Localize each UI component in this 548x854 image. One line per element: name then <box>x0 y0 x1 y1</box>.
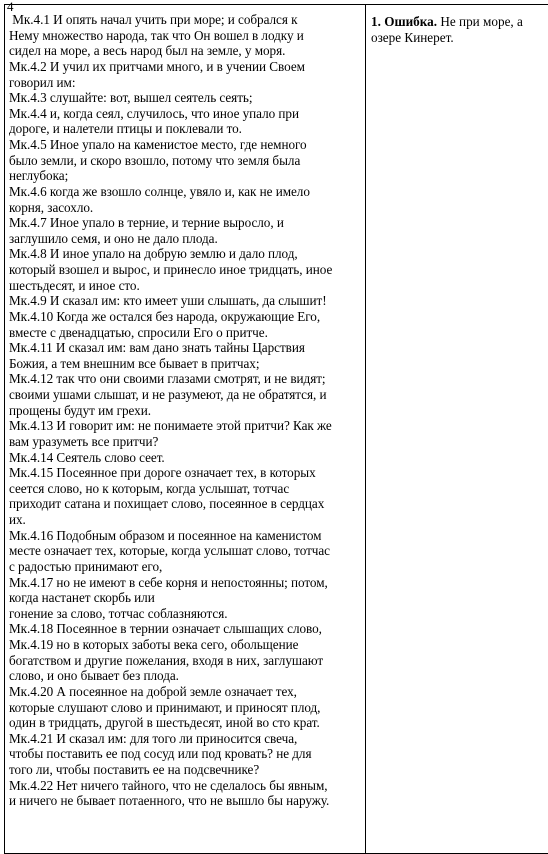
text-line: Мк.4.21 И сказал им: для того ли приносится свеча, <box>9 731 365 747</box>
text-line: который взошел и вырос, и принесло иное тридцать, иное <box>9 262 365 278</box>
text-line: Нему множество народа, так что Он вошел в лодку и <box>9 28 365 44</box>
text-line: Мк.4.9 И сказал им: кто имеет уши слышать, да слышит! <box>9 293 365 309</box>
text-line: прощены будут им грехи. <box>9 403 365 419</box>
text-line: того ли, чтобы поставить ее на подсвечнике? <box>9 762 365 778</box>
page-number: 4 <box>7 0 14 14</box>
text-line: Мк.4.8 И иное упало на добрую землю и дало плод, <box>9 246 365 262</box>
text-line: Мк.4.11 И сказал им: вам дано знать тайны Царствия <box>9 340 365 356</box>
comment-text: Не при море, а озере Кинерет. <box>371 14 523 45</box>
text-line: Мк.4.15 Посеянное при дороге означает тех, в которых <box>9 465 365 481</box>
text-line: сеется слово, но к которым, когда услышат, тотчас <box>9 481 365 497</box>
text-line: Мк.4.22 Нет ничего тайного, что не сделалось бы явным, <box>9 778 365 794</box>
text-line: Мк.4.13 И говорит им: не понимаете этой притчи? Как же <box>9 418 365 434</box>
text-line: богатством и другие пожелания, входя в них, заглушают <box>9 653 365 669</box>
text-line: Мк.4.18 Посеянное в тернии означает слышащих слово, <box>9 621 365 637</box>
text-line: Мк.4.17 но не имеют в себе корня и непостоянны; потом, <box>9 575 365 591</box>
text-line: Мк.4.19 но в которых заботы века сего, обольщение <box>9 637 365 653</box>
text-line: заглушило семя, и оно не дало плода. <box>9 231 365 247</box>
text-line: сидел на море, а весь народ был на земле, у моря. <box>9 43 365 59</box>
text-line: Мк.4.10 Когда же остался без народа, окружающие Его, <box>9 309 365 325</box>
comment-label: 1. Ошибка. <box>371 14 437 29</box>
text-line: Божия, а тем внешним все бывает в притчах; <box>9 356 365 372</box>
text-line: говорил им: <box>9 75 365 91</box>
text-line: вместе с двенадцатью, спросили Его о притче. <box>9 325 365 341</box>
text-line: месте означает тех, которые, когда услышат слово, тотчас <box>9 543 365 559</box>
text-line: Мк.4.2 И учил их притчами много, и в учении Своем <box>9 59 365 75</box>
text-line: их. <box>9 512 365 528</box>
text-line: Мк.4.14 Сеятель слово сеет. <box>9 450 365 466</box>
text-line: Мк.4.1 И опять начал учить при море; и собрался к <box>9 12 365 28</box>
text-line: приходит сатана и похищает слово, посеянное в сердцах <box>9 496 365 512</box>
text-line: Мк.4.5 Иное упало на каменистое место, где немного <box>9 137 365 153</box>
text-line: и ничего не бывает потаенного, что не вышло бы наружу. <box>9 793 365 809</box>
text-line: шестьдесят, и иное сто. <box>9 278 365 294</box>
text-line: когда настанет скорбь или <box>9 590 365 606</box>
text-line: Мк.4.6 когда же взошло солнце, увяло и, как не имело <box>9 184 365 200</box>
text-line: Мк.4.12 так что они своими глазами смотрят, и не видят; <box>9 371 365 387</box>
text-line: дороге, и налетели птицы и поклевали то. <box>9 121 365 137</box>
comment-cell <box>366 5 548 854</box>
text-line: Мк.4.3 слушайте: вот, вышел сеятель сеять; <box>9 90 365 106</box>
comment <box>366 5 548 45</box>
text-line: неглубока; <box>9 168 365 184</box>
text-line: один в тридцать, другой в шестьдесят, иной во сто крат. <box>9 715 365 731</box>
table-row <box>5 5 548 854</box>
text-line: с радостью принимают его, <box>9 559 365 575</box>
document-table <box>4 4 548 854</box>
text-line: Мк.4.20 А посеянное на доброй земле означает тех, <box>9 684 365 700</box>
scripture-cell <box>5 5 366 854</box>
text-line: было земли, и скоро взошло, потому что земля была <box>9 153 365 169</box>
text-line: своими ушами слышат, и не разумеют, да не обратятся, и <box>9 387 365 403</box>
scripture-text <box>5 5 365 809</box>
text-line: Мк.4.16 Подобным образом и посеянное на каменистом <box>9 528 365 544</box>
text-line: Мк.4.4 и, когда сеял, случилось, что иное упало при <box>9 106 365 122</box>
text-line: вам уразуметь все притчи? <box>9 434 365 450</box>
text-line: которые слушают слово и принимают, и приносят плод, <box>9 700 365 716</box>
text-line: чтобы поставить ее под сосуд или под кровать? не для <box>9 746 365 762</box>
text-line: корня, засохло. <box>9 200 365 216</box>
text-line: слово, и оно бывает без плода. <box>9 668 365 684</box>
text-line: гонение за слово, тотчас соблазняются. <box>9 606 365 622</box>
text-line: Мк.4.7 Иное упало в терние, и терние выросло, и <box>9 215 365 231</box>
